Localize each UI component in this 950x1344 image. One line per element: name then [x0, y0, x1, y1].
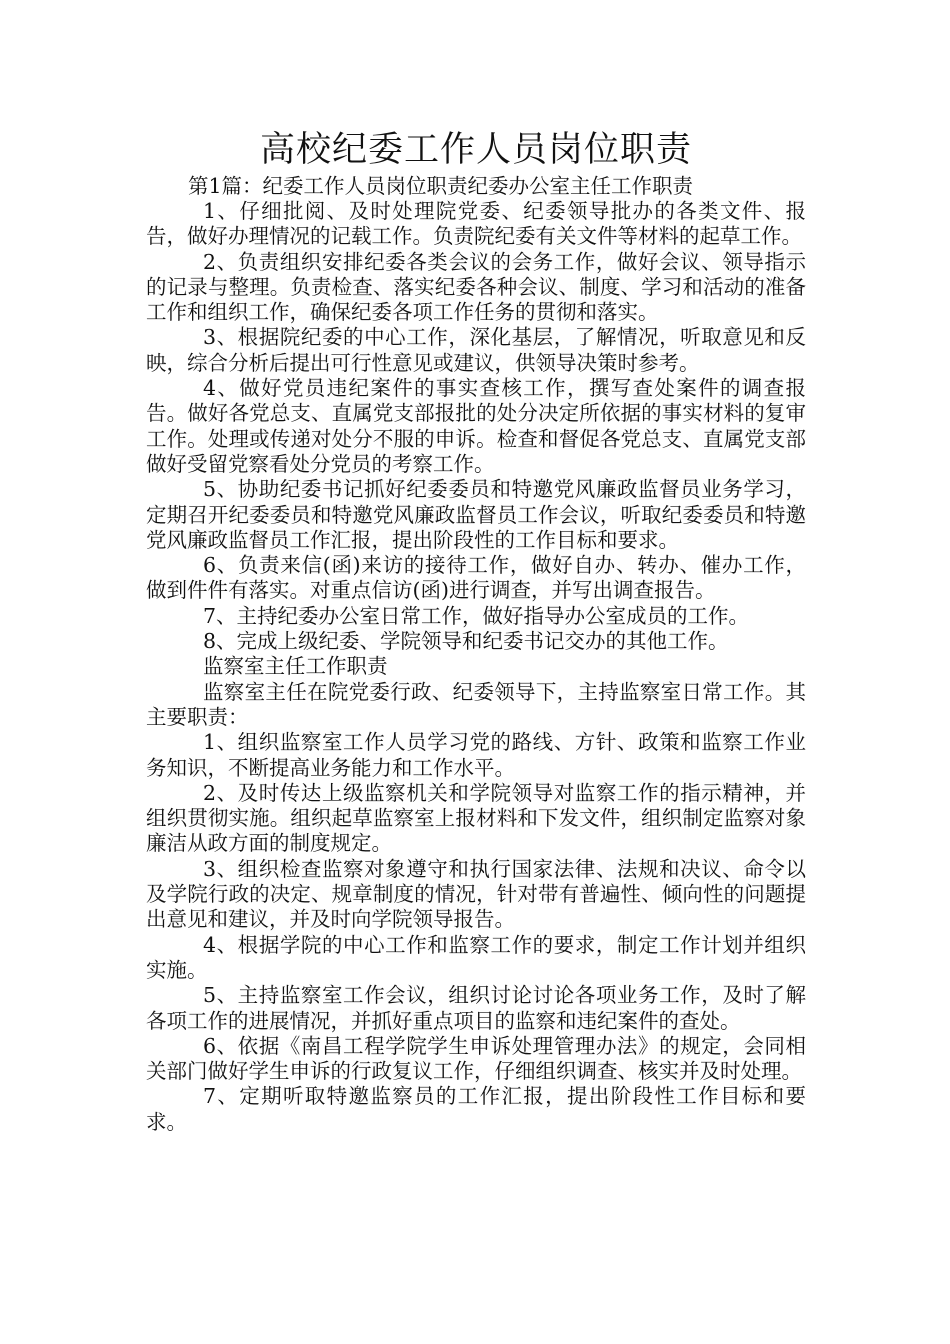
- section-heading: 监察室主任工作职责: [203, 654, 388, 679]
- paragraph: 7、主持纪委办公室日常工作，做好指导办公室成员的工作。: [203, 603, 750, 628]
- paragraph: 2、及时传达上级监察机关和学院领导对监察工作的指示精神，并组织贯彻实施。组织起草监察室上报材料和下发文件，组织制定监察对象廉洁从政方面的制度规定。: [146, 780, 806, 856]
- document-title: 高校纪委工作人员岗位职责: [259, 130, 692, 170]
- paragraph: 3、根据院纪委的中心工作，深化基层，了解情况，听取意见和反映，综合分析后提出可行性意见或建议，供领导决策时参考。: [146, 325, 806, 375]
- paragraph: 3、组织检查监察对象遵守和执行国家法律、法规和决议、命令以及学院行政的决定、规章制度的情况，针对带有普遍性、倾向性的问题提出意见和建议，并及时向学院领导报告。: [146, 856, 806, 932]
- paragraph: 5、协助纪委书记抓好纪委委员和特邀党风廉政监督员业务学习，定期召开纪委委员和特邀党风廉政监督员工作会议，听取纪委委员和特邀党风廉政监督员工作汇报，提出阶段性的工作目标和要求。: [146, 477, 806, 552]
- paragraph: 8、完成上级纪委、学院领导和纪委书记交办的其他工作。: [203, 629, 729, 654]
- paragraph: 4、做好党员违纪案件的事实查核工作，撰写查处案件的调查报告。做好各党总支、直属党支部报批的处分决定所依据的事实材料的复审工作。处理或传递对处分不服的申诉。检查和督促各党总支、直属党支部做好受留党察看处分党员的考察工作。: [146, 376, 806, 476]
- section-intro: 监察室主任在院党委行政、纪委领导下，主持监察室日常工作。其主要职责：: [146, 679, 806, 729]
- paragraph: 6、依据《南昌工程学院学生申诉处理管理办法》的规定，会同相关部门做好学生申诉的行政复议工作，仔细组织调查、核实并及时处理。: [146, 1033, 806, 1084]
- paragraph: 7、定期听取特邀监察员的工作汇报，提出阶段性工作目标和要求。: [146, 1084, 806, 1134]
- document-page: [146, 128, 806, 1135]
- document-subtitle: 第1篇：纪委工作人员岗位职责纪委办公室主任工作职责: [188, 174, 694, 198]
- paragraph: 2、负责组织安排纪委各类会议的会务工作，做好会议、领导指示的记录与整理。负责检查、落实纪委各种会议、制度、学习和活动的准备工作和组织工作，确保纪委各项工作任务的贯彻和落实。: [146, 249, 806, 325]
- paragraph: 1、仔细批阅、及时处理院党委、纪委领导批办的各类文件、报告，做好办理情况的记载工作。负责院纪委有关文件等材料的起草工作。: [146, 199, 806, 249]
- paragraph: 4、根据学院的中心工作和监察工作的要求，制定工作计划并组织实施。: [146, 932, 806, 982]
- paragraph: 5、主持监察室工作会议，组织讨论讨论各项业务工作，及时了解各项工作的进展情况，并抓好重点项目的监察和违纪案件的查处。: [146, 983, 806, 1033]
- paragraph: 1、组织监察室工作人员学习党的路线、方针、政策和监察工作业务知识，不断提高业务能力和工作水平。: [146, 730, 806, 780]
- paragraph: 6、负责来信(函)来访的接待工作，做好自办、转办、催办工作，做到件件有落实。对重点信访(函)进行调查，并写出调查报告。: [146, 553, 806, 603]
